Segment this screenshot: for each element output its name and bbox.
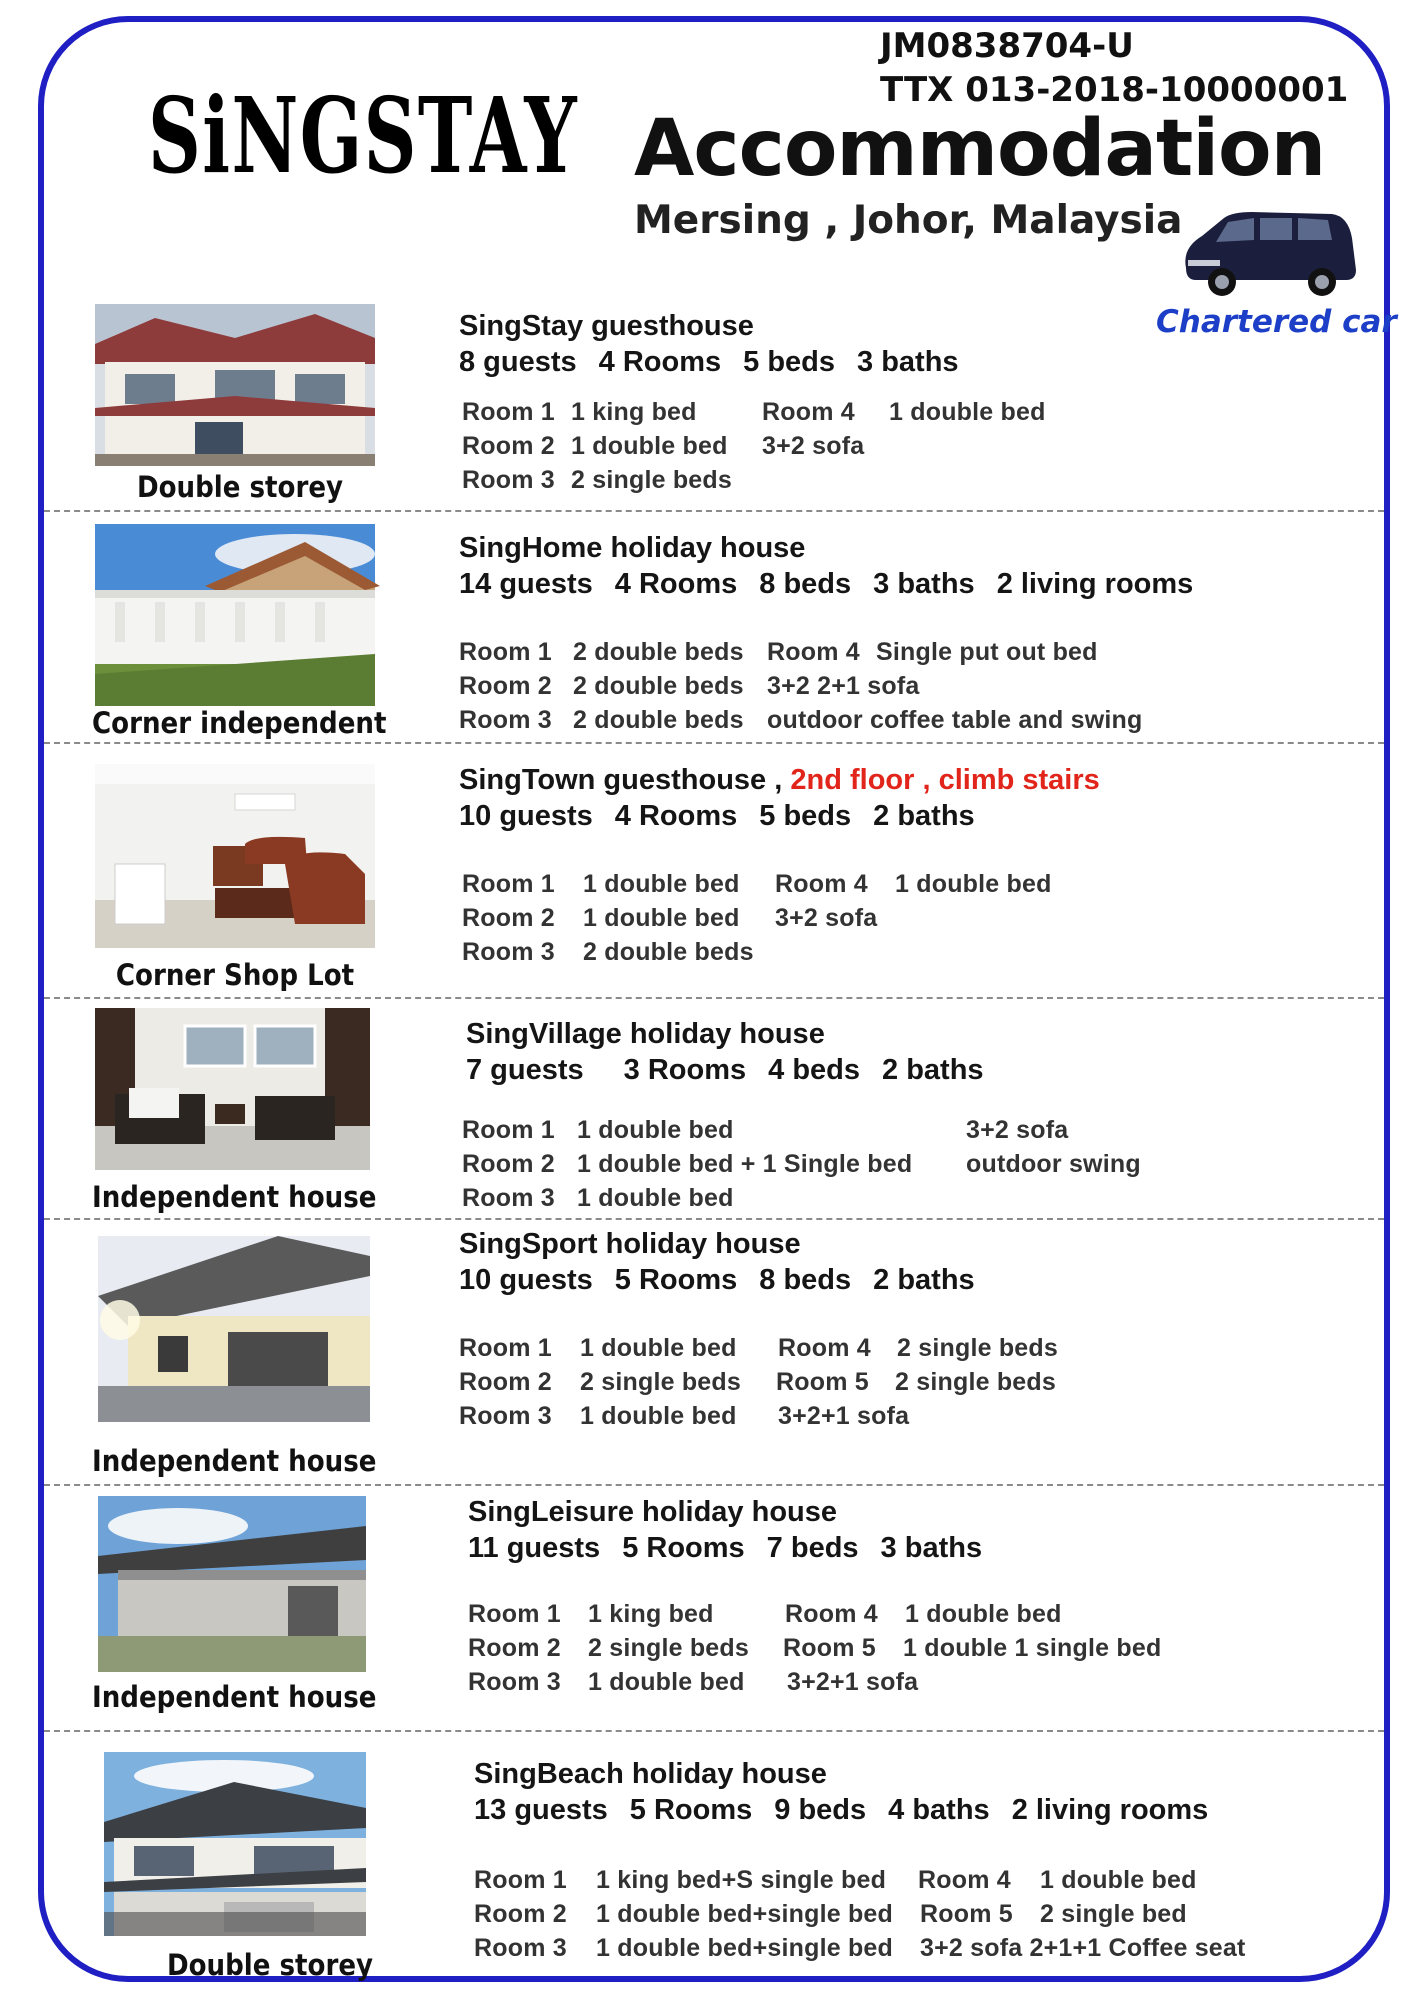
property-type-caption: Independent house [92, 1444, 377, 1478]
room-label: Room 1 [462, 870, 555, 898]
property-type-caption: Corner independent [92, 706, 387, 740]
room-label: Room 1 [459, 638, 552, 666]
room-beds: 2 single bed [1040, 1900, 1187, 1928]
van-icon [1172, 208, 1358, 300]
property-type-caption: Double storey [136, 470, 344, 504]
property-stats [459, 1264, 997, 1297]
registration-number: JM0838704-U [880, 26, 1134, 66]
baths-count: 3 baths [857, 346, 959, 378]
room-beds: 1 double bed [905, 1600, 1062, 1628]
property-photo [98, 1236, 370, 1422]
baths-count: 3 baths [880, 1532, 983, 1564]
extra-amenity: 3+2 sofa [966, 1116, 1069, 1144]
chartered-car-label: Chartered car [1156, 304, 1397, 340]
rooms-count: 5 Rooms [622, 1532, 745, 1564]
room-beds: 1 double bed [577, 1116, 734, 1144]
living-rooms-count: 2 living rooms [996, 568, 1194, 600]
property-name-text: SingTown guesthouse , [459, 764, 783, 796]
guests-count: 7 guests [466, 1054, 584, 1086]
property-stats [468, 1532, 1004, 1565]
property-type-caption: Corner Shop Lot [115, 958, 355, 992]
room-label: Room 2 [462, 1150, 555, 1178]
property-name: SingHome holiday house [459, 532, 806, 564]
room-label: Room 1 [462, 1116, 555, 1144]
room-beds: 1 double bed+single bed [596, 1900, 894, 1928]
rooms-count: 5 Rooms [629, 1794, 753, 1826]
beds-count: 5 beds [759, 800, 852, 832]
guests-count: 13 guests [474, 1794, 608, 1826]
room-beds: 2 double beds [573, 672, 744, 700]
room-label: Room 5 [783, 1634, 876, 1662]
room-beds: 1 double bed [588, 1668, 745, 1696]
room-beds: 2 double beds [573, 706, 744, 734]
room-label: Room 4 [918, 1866, 1011, 1894]
room-beds: 1 double bed [577, 1184, 734, 1212]
room-label: Room 3 [462, 938, 555, 966]
extra-amenity: 3+2 sofa [775, 904, 878, 932]
room-label: Room 3 [462, 466, 555, 494]
singstay-logo [148, 54, 584, 204]
room-beds: 1 king bed [571, 398, 697, 426]
baths-count: 4 baths [888, 1794, 990, 1826]
room-beds: 1 double bed [580, 1334, 737, 1362]
room-beds: 2 single beds [571, 466, 732, 494]
room-beds: 2 single beds [588, 1634, 749, 1662]
location-text: Mersing , Johor, Malaysia [634, 198, 1183, 243]
room-label: Room 3 [462, 1184, 555, 1212]
property-stats [459, 346, 981, 379]
room-label: Room 1 [474, 1866, 567, 1894]
room-label: Room 4 [785, 1600, 878, 1628]
room-beds: Single put out bed [876, 638, 1098, 666]
page-title: Accommodation [634, 104, 1326, 194]
property-photo [95, 1008, 370, 1170]
beds-count: 4 beds [768, 1054, 861, 1086]
property-name: SingVillage holiday house [466, 1018, 825, 1050]
rooms-count: 3 Rooms [623, 1054, 747, 1086]
property-photo [98, 1496, 366, 1672]
baths-count: 2 baths [873, 1264, 975, 1296]
room-beds: 1 double bed [895, 870, 1052, 898]
room-beds: 1 double bed+single bed [596, 1934, 894, 1962]
section-divider [44, 1730, 1384, 1732]
rooms-count: 4 Rooms [598, 346, 722, 378]
room-label: Room 4 [767, 638, 860, 666]
guests-count: 14 guests [459, 568, 593, 600]
baths-count: 3 baths [873, 568, 975, 600]
extra-amenity: 3+2 sofa 2+1+1 Coffee seat [920, 1934, 1246, 1962]
room-beds: 1 double bed [889, 398, 1046, 426]
beds-count: 8 beds [759, 1264, 852, 1296]
room-beds: 1 double bed [571, 432, 728, 460]
beds-count: 7 beds [766, 1532, 859, 1564]
rooms-count: 4 Rooms [614, 568, 738, 600]
property-name: SingSport holiday house [459, 1228, 801, 1260]
guests-count: 10 guests [459, 800, 593, 832]
room-beds: 1 double bed [583, 904, 740, 932]
property-name [459, 764, 1100, 797]
room-label: Room 1 [468, 1600, 561, 1628]
room-beds: 2 double beds [583, 938, 754, 966]
property-stats [459, 568, 1215, 601]
guests-count: 11 guests [468, 1532, 601, 1564]
section-divider [44, 997, 1384, 999]
property-stats [459, 800, 997, 833]
room-label: Room 3 [459, 706, 552, 734]
baths-count: 2 baths [873, 800, 975, 832]
room-beds: 2 double beds [573, 638, 744, 666]
room-beds: 1 king bed+S single bed [596, 1866, 887, 1894]
room-label: Room 3 [468, 1668, 561, 1696]
room-beds: 1 king bed [588, 1600, 714, 1628]
room-label: Room 2 [462, 904, 555, 932]
living-rooms-count: 2 living rooms [1011, 1794, 1209, 1826]
license-number: TTX 013-2018-10000001 [880, 70, 1349, 110]
property-stats [474, 1794, 1230, 1827]
property-name: SingBeach holiday house [474, 1758, 827, 1790]
room-beds: 2 single beds [580, 1368, 741, 1396]
room-label: Room 4 [775, 870, 868, 898]
extra-amenity: outdoor swing [966, 1150, 1141, 1178]
room-label: Room 3 [474, 1934, 567, 1962]
beds-count: 5 beds [743, 346, 836, 378]
property-type-caption: Independent house [92, 1180, 377, 1214]
property-type-caption: Double storey [166, 1948, 374, 1982]
room-label: Room 5 [920, 1900, 1013, 1928]
extra-amenity: 3+2+1 sofa [787, 1668, 919, 1696]
property-type-caption: Independent house [92, 1680, 377, 1714]
guests-count: 8 guests [459, 346, 577, 378]
svg-text:SiNGSTAY: SiNGSTAY [148, 74, 578, 197]
baths-count: 2 baths [882, 1054, 984, 1086]
property-photo [104, 1752, 366, 1936]
section-divider [44, 742, 1384, 744]
section-divider [44, 1484, 1384, 1486]
section-divider [44, 1218, 1384, 1220]
beds-count: 9 beds [774, 1794, 867, 1826]
room-beds: 1 double 1 single bed [903, 1634, 1162, 1662]
stairs-warning: 2nd floor , climb stairs [790, 764, 1100, 796]
guests-count: 10 guests [459, 1264, 593, 1296]
room-label: Room 4 [762, 398, 855, 426]
extra-amenity: 3+2+1 sofa [778, 1402, 910, 1430]
room-beds: 2 single beds [895, 1368, 1056, 1396]
property-photo [95, 764, 375, 948]
property-photo [95, 524, 375, 706]
room-beds: 1 double bed [580, 1402, 737, 1430]
property-stats [466, 1054, 1006, 1087]
room-beds: 1 double bed + 1 Single bed [577, 1150, 913, 1178]
room-label: Room 3 [459, 1402, 552, 1430]
room-label: Room 2 [462, 432, 555, 460]
room-beds: 1 double bed [583, 870, 740, 898]
room-beds: 2 single beds [897, 1334, 1058, 1362]
property-photo [95, 304, 375, 466]
rooms-count: 4 Rooms [614, 800, 738, 832]
room-label: Room 2 [474, 1900, 567, 1928]
property-name: SingStay guesthouse [459, 310, 754, 342]
section-divider [44, 510, 1384, 512]
rooms-count: 5 Rooms [614, 1264, 738, 1296]
room-beds: 1 double bed [1040, 1866, 1197, 1894]
room-label: Room 1 [462, 398, 555, 426]
room-label: Room 4 [778, 1334, 871, 1362]
extra-amenity: 3+2 sofa [762, 432, 865, 460]
extra-amenity: 3+2 2+1 sofa [767, 672, 920, 700]
room-label: Room 2 [468, 1634, 561, 1662]
property-name: SingLeisure holiday house [468, 1496, 838, 1528]
room-label: Room 1 [459, 1334, 552, 1362]
room-label: Room 5 [776, 1368, 869, 1396]
beds-count: 8 beds [759, 568, 852, 600]
room-label: Room 2 [459, 672, 552, 700]
room-label: Room 2 [459, 1368, 552, 1396]
extra-amenity: outdoor coffee table and swing [767, 706, 1143, 734]
